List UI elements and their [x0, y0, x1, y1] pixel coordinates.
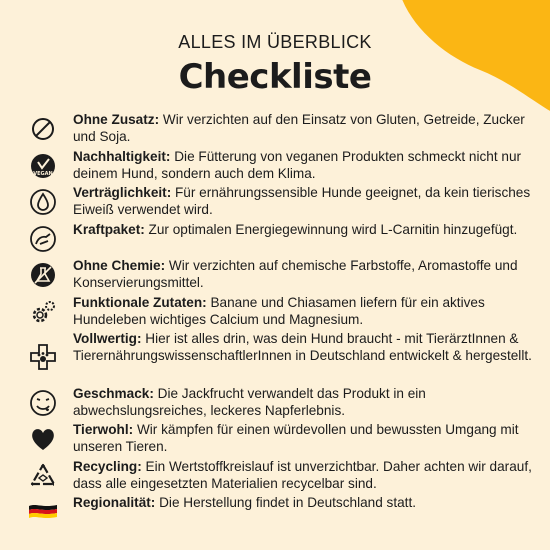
- item-text: [73, 294, 538, 329]
- item-label: Ohne Zusatz:: [73, 112, 160, 127]
- list-item: [26, 221, 538, 258]
- item-label: Verträglichkeit:: [73, 185, 172, 200]
- item-label: Tierwohl:: [73, 422, 134, 437]
- list-item: [26, 294, 538, 331]
- list-item: [26, 494, 538, 531]
- item-description: Die Jackfrucht verwandelt das Produkt in ein abwechslungsreiches, leckeres Napferlebnis.: [73, 385, 426, 418]
- list-item: [26, 458, 538, 495]
- list-item: [26, 257, 538, 294]
- item-label: Recycling:: [73, 458, 142, 474]
- list-item: [26, 330, 538, 385]
- item-description: Die Fütterung von veganen Produkten schmeckt nicht nur deinem Hund, sondern auch dem Klima.: [73, 148, 522, 181]
- item-description: Hier ist alles drin, was dein Hund braucht - mit TierärztInnen & TierernährungswissenschaftlerInnen in Deutschland entwickelt & hergestellt.: [73, 331, 532, 364]
- list-item: [26, 148, 538, 185]
- vegan-icon-text: VEGAN: [33, 170, 53, 177]
- item-description: Die Herstellung findet in Deutschland statt.: [155, 495, 417, 510]
- item-description: Wir verzichten auf den Einsatz von Gluten, Getreide, Zucker und Soja.: [73, 112, 525, 145]
- item-text: [73, 458, 538, 493]
- item-label: Kraftpaket:: [73, 221, 145, 237]
- checklist: [26, 111, 538, 531]
- list-item: [26, 184, 538, 221]
- item-label: Regionalität:: [73, 495, 156, 510]
- item-text: [73, 148, 538, 183]
- item-label: Ohne Chemie:: [73, 258, 166, 273]
- item-description: Ein Wertstoffkreislauf ist unverzichtbar. Daher achten wir darauf, dass alle eingesetzten Materialien recycelbar sind.: [73, 458, 532, 491]
- item-description: Wir verzichten auf chemische Farbstoffe, Aromastoffe und Konservierungsmittel.: [73, 258, 518, 291]
- header: [0, 32, 550, 97]
- item-text: [73, 221, 517, 238]
- item-description: Zur optimalen Energiegewinnung wird L-Carnitin hinzugefügt.: [144, 221, 518, 237]
- item-text: [73, 494, 416, 511]
- page-subtitle: ALLES IM ÜBERBLICK: [178, 32, 372, 52]
- item-text: [73, 421, 538, 456]
- list-item: [26, 421, 538, 458]
- vegan-icon: [26, 149, 60, 183]
- heart-icon: [26, 422, 60, 456]
- gears-icon: [26, 295, 60, 329]
- item-label: Nachhaltigkeit:: [73, 148, 171, 164]
- item-description: Für ernährungssensible Hunde geeignet, da kein tierisches Eiweiß verwendet wird.: [73, 185, 531, 218]
- item-description: Banane und Chiasamen liefern für ein aktives Hundeleben wichtiges Calcium und Magnesium.: [73, 294, 485, 327]
- item-text: [73, 184, 538, 219]
- item-text: [73, 330, 538, 365]
- list-item: [26, 385, 538, 422]
- item-description: Wir kämpfen für einen würdevollen und bewussten Umgang mit unseren Tieren.: [73, 422, 519, 455]
- german-flag-icon: [26, 495, 60, 529]
- page-title: Checkliste: [178, 57, 372, 97]
- medical-paw-icon: [26, 340, 60, 374]
- item-label: Geschmack:: [73, 385, 154, 401]
- recycling-icon: [26, 459, 60, 493]
- list-item: [26, 111, 538, 148]
- no-additives-icon: [26, 112, 60, 146]
- no-chemicals-icon: [26, 258, 60, 292]
- item-text: [73, 257, 538, 292]
- item-label: Vollwertig:: [73, 331, 142, 346]
- energy-icon: [26, 222, 60, 256]
- tasty-face-icon: [26, 386, 60, 420]
- drop-icon: [26, 185, 60, 219]
- item-text: [73, 111, 538, 146]
- item-text: [73, 385, 538, 420]
- item-label: Funktionale Zutaten:: [73, 294, 207, 310]
